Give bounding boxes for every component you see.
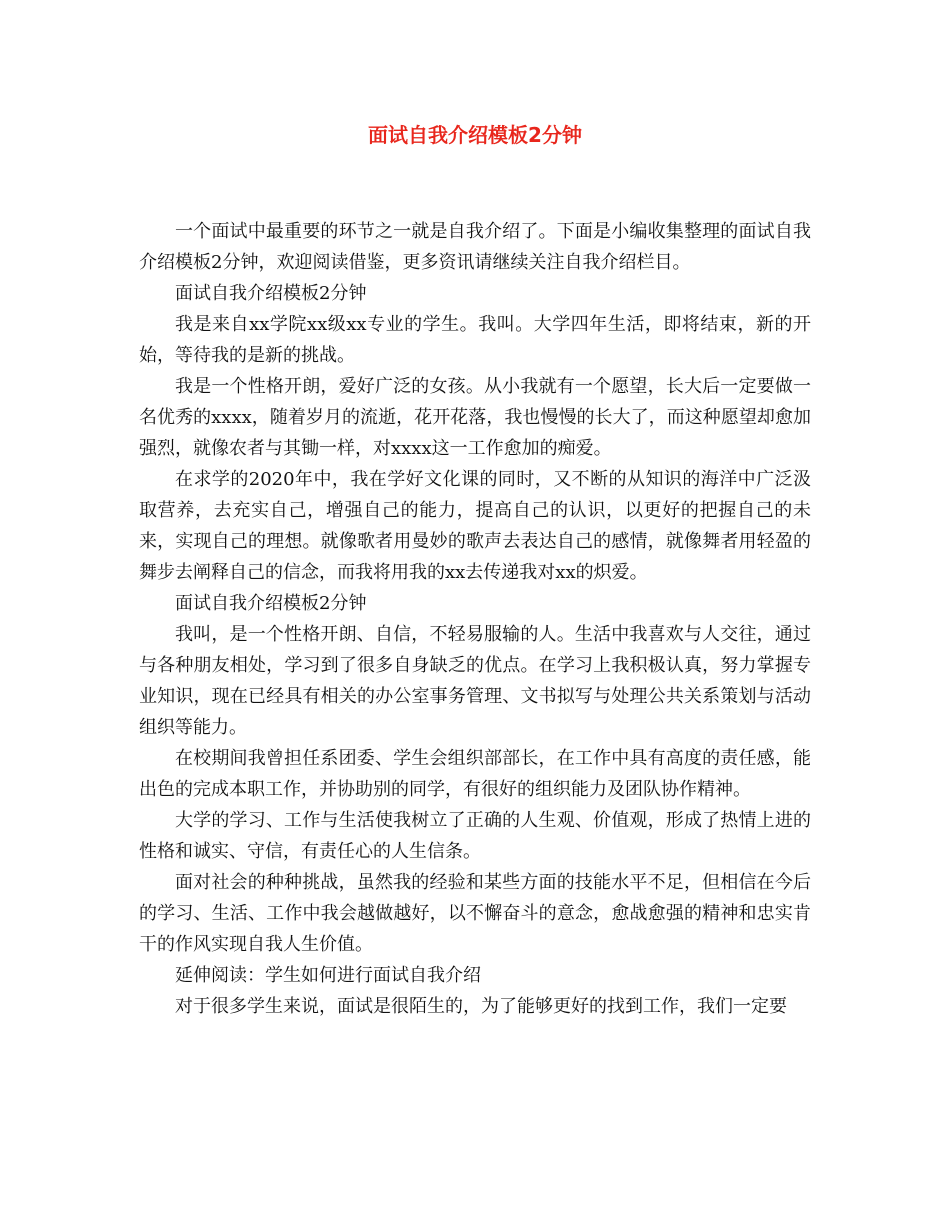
section-heading: 面试自我介绍模板2分钟 <box>175 593 367 614</box>
section-heading: 面试自我介绍模板2分钟 <box>175 283 367 304</box>
paragraph: 在求学的2020年中，我在学好文化课的同时，又不断的从知识的海洋中广泛汲取营养，去充实自己，增强自己的能力，提高自己的认识，以更好的把握自己的未来，实现自己的理想。就像歌者用曼妙的歌声去表达自己的感情，就像舞者用轻盈的舞步去阐释自己的信念，而我将用我的xx去传递我对xx的炽爱。 <box>139 469 811 583</box>
paragraph: 在校期间我曾担任系团委、学生会组织部部长，在工作中具有高度的责任感，能出色的完成本职工作，并协助别的同学，有很好的组织能力及团队协作精神。 <box>139 748 811 800</box>
document-body <box>139 216 811 1022</box>
document-title: 面试自我介绍模板2分钟 <box>368 123 582 147</box>
paragraph-intro: 一个面试中最重要的环节之一就是自我介绍了。下面是小编收集整理的面试自我介绍模板2分钟，欢迎阅读借鉴，更多资讯请继续关注自我介绍栏目。 <box>139 221 811 273</box>
paragraph: 对于很多学生来说，面试是很陌生的，为了能够更好的找到工作，我们一定要 <box>175 996 787 1017</box>
paragraph: 大学的学习、工作与生活使我树立了正确的人生观、价值观，形成了热情上进的性格和诚实、守信，有责任心的人生信条。 <box>139 810 811 862</box>
paragraph: 我叫，是一个性格开朗、自信，不轻易服输的人。生活中我喜欢与人交往，通过与各种朋友相处，学习到了很多自身缺乏的优点。在学习上我积极认真，努力掌握专业知识，现在已经具有相关的办公室事务管理、文书拟写与处理公共关系策划与活动组织等能力。 <box>139 624 811 738</box>
extended-reading-heading: 延伸阅读：学生如何进行面试自我介绍 <box>175 965 481 986</box>
paragraph: 我是来自xx学院xx级xx专业的学生。我叫。大学四年生活，即将结束，新的开始，等待我的是新的挑战。 <box>139 314 811 366</box>
paragraph: 面对社会的种种挑战，虽然我的经验和某些方面的技能水平不足，但相信在今后的学习、生活、工作中我会越做越好，以不懈奋斗的意念，愈战愈强的精神和忠实肯干的作风实现自我人生价值。 <box>139 872 811 955</box>
paragraph: 我是一个性格开朗，爱好广泛的女孩。从小我就有一个愿望，长大后一定要做一名优秀的xxxx，随着岁月的流逝，花开花落，我也慢慢的长大了，而这种愿望却愈加强烈，就像农者与其锄一样，对xxxx这一工作愈加的痴爱。 <box>139 376 811 459</box>
